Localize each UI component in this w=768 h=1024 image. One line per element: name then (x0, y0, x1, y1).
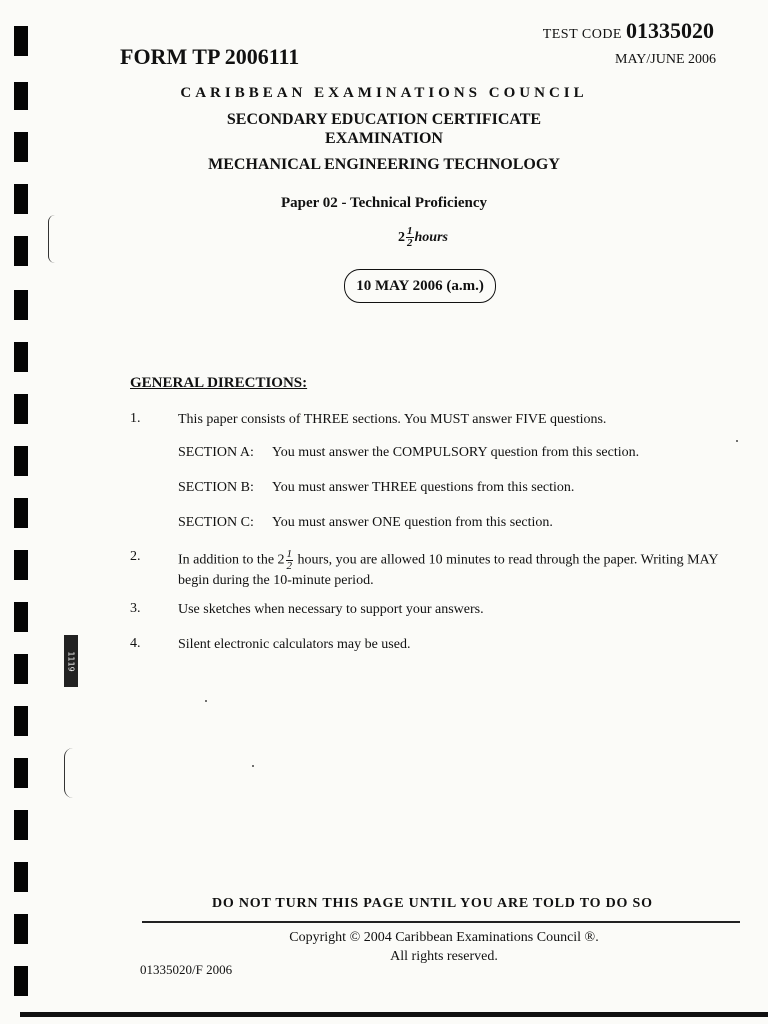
scan-dot (736, 440, 738, 442)
item-number: 3. (130, 601, 141, 616)
test-code-value: 01335020 (626, 18, 714, 43)
item-number: 2. (130, 549, 141, 564)
scan-dot (205, 700, 207, 702)
direction-item: Use sketches when necessary to support your answers. (178, 602, 484, 617)
section-c-text: You must answer ONE question from this section. (272, 515, 553, 530)
duration-numerator: 1 (407, 225, 413, 237)
certificate-title: SECONDARY EDUCATION CERTIFICATE (226, 111, 542, 128)
section-a-label: SECTION A: (178, 445, 254, 460)
paper-title: Paper 02 - Technical Proficiency (280, 195, 488, 211)
binding-mark (14, 342, 28, 372)
item-number: 4. (130, 636, 141, 651)
binding-mark (14, 862, 28, 892)
binding-mark (14, 654, 28, 684)
binding-mark (14, 26, 28, 56)
duration-denominator: 2 (407, 237, 413, 249)
binding-mark (14, 966, 28, 996)
scan-bracket (64, 748, 73, 798)
test-code (543, 18, 714, 44)
form-number: FORM TP 2006111 (120, 44, 300, 69)
footer-code: 01335020/F 2006 (140, 962, 233, 977)
section-b-label: SECTION B: (178, 480, 254, 495)
duration-whole: 2 (398, 229, 405, 245)
section-b-text: You must answer THREE questions from this section. (272, 480, 575, 495)
binding-mark (14, 290, 28, 320)
item-text-before: In addition to the 2 (178, 552, 285, 568)
item-fraction-denominator: 2 (286, 560, 293, 572)
rights-line: All rights reserved. (390, 949, 498, 964)
item-number: 1. (130, 411, 141, 426)
binding-mark (14, 758, 28, 788)
direction-item: Silent electronic calculators may be used. (178, 637, 411, 652)
binding-mark (14, 236, 28, 266)
binding-mark (14, 446, 28, 476)
binding-mark (14, 914, 28, 944)
direction-item (178, 549, 738, 590)
directions-heading: GENERAL DIRECTIONS: (130, 375, 308, 391)
copyright-line: Copyright © 2004 Caribbean Examinations Council ®. (289, 930, 599, 945)
council-name: CARIBBEAN EXAMINATIONS COUNCIL (180, 85, 588, 101)
item-fraction-numerator: 1 (286, 548, 293, 560)
subject-title: MECHANICAL ENGINEERING TECHNOLOGY (208, 156, 560, 173)
side-stamp: 1119 (64, 635, 78, 687)
duration (398, 226, 448, 249)
scan-dot (252, 765, 254, 767)
item-fraction (286, 549, 294, 572)
section-a-text: You must answer the COMPULSORY question from this section. (272, 445, 640, 460)
binding-mark (14, 394, 28, 424)
binding-mark (14, 498, 28, 528)
binding-mark (14, 810, 28, 840)
do-not-turn-warning: DO NOT TURN THIS PAGE UNTIL YOU ARE TOLD TO DO SO (212, 896, 653, 911)
binding-mark (14, 602, 28, 632)
binding-mark (14, 706, 28, 736)
scan-bracket (48, 215, 55, 263)
direction-item: This paper consists of THREE sections. You MUST answer FIVE questions. (178, 412, 607, 427)
exam-session: MAY/JUNE 2006 (615, 52, 716, 67)
duration-fraction (406, 226, 414, 249)
bottom-edge-bar (20, 1012, 768, 1017)
examination-title: EXAMINATION (325, 130, 443, 147)
test-code-label: TEST CODE (542, 27, 622, 42)
footer-rule (142, 921, 740, 923)
item-text-after: hours, you are allowed 10 minutes to read through the paper. Writing MAY begin during the 10-minute period. (178, 552, 718, 588)
exam-date: 10 MAY 2006 (a.m.) (344, 269, 496, 303)
binding-mark (14, 550, 28, 580)
section-c-label: SECTION C: (178, 515, 254, 530)
duration-unit: hours (414, 229, 448, 245)
